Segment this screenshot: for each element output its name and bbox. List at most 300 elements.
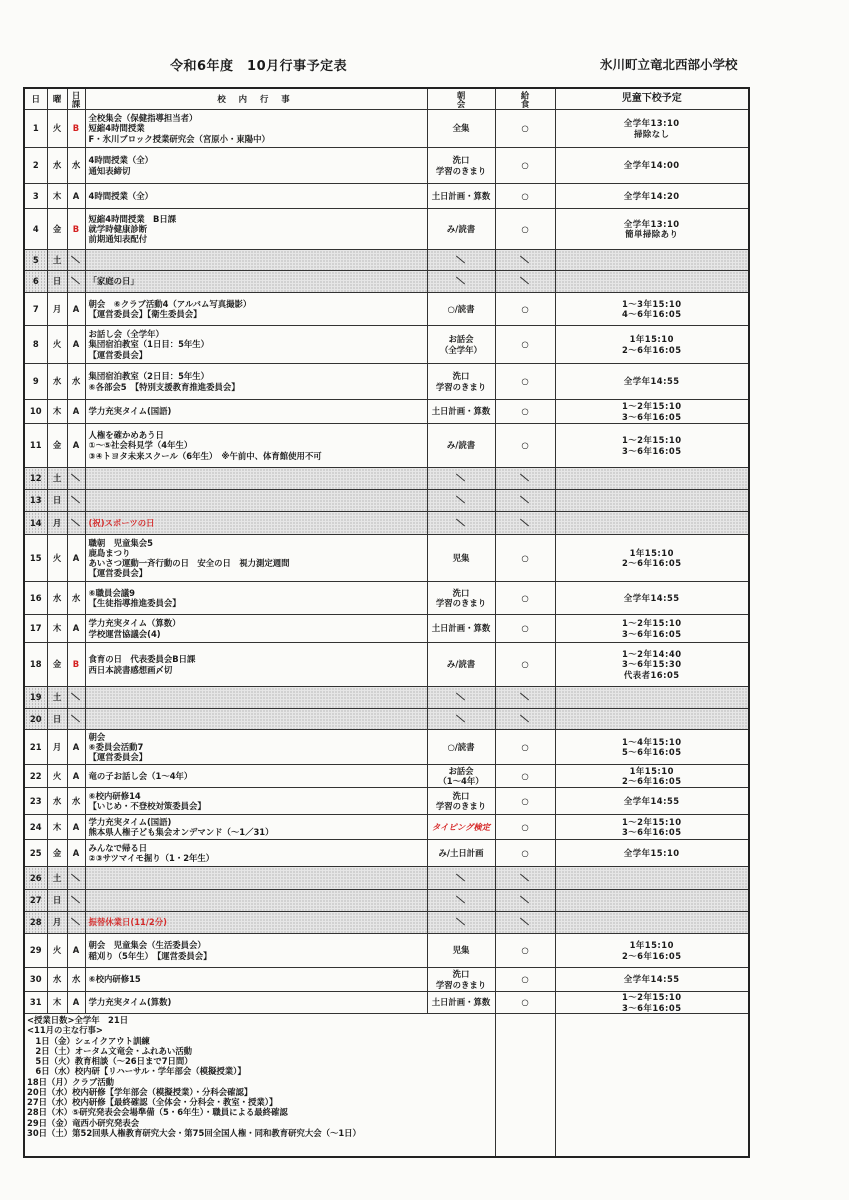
table-row (24, 535, 749, 582)
col-header-morning-assembly: 朝会 (427, 88, 495, 110)
weekday-cell: 水 (47, 968, 67, 992)
event-line: 稲刈り（5年生） 【運営委員会】 (88, 950, 212, 961)
schedule-type-cell: A (67, 326, 85, 364)
morning-assembly-cell (427, 912, 495, 934)
lunch-cell: ○ (495, 730, 555, 765)
events-cell (85, 490, 427, 512)
event-line: 学力充実タイム(国語) (88, 406, 172, 417)
schedule-type-cell (67, 912, 85, 934)
event-line: 「家庭の日」 (88, 276, 139, 287)
schedule-type-cell: A (67, 934, 85, 968)
events-cell (85, 788, 427, 815)
morning-assembly-cell (427, 840, 495, 867)
dismissal-cell (555, 867, 749, 890)
lunch-cell: ○ (495, 326, 555, 364)
lunch-cell: ○ (495, 788, 555, 815)
event-line: 職朝 児童集会5 (88, 537, 153, 548)
dismissal-cell (555, 148, 749, 184)
table-row (24, 912, 749, 934)
morning-assembly-cell (427, 992, 495, 1014)
morning-assembly-cell (427, 293, 495, 326)
footer-notes (24, 1014, 495, 1157)
assembly-line: 学習のきまり (435, 381, 487, 392)
footer-line: 28日（木）⑤研究発表会会場準備（5・6年生）・職員による最終確認 (27, 1107, 288, 1118)
weekday-cell: 月 (47, 730, 67, 765)
lunch-cell (495, 512, 555, 535)
event-line: 朝会 ⑥クラブ活動4（アルバム写真撮影） (88, 298, 252, 309)
weekday-cell: 金 (47, 643, 67, 687)
day-cell: 1 (24, 110, 47, 148)
day-cell: 4 (24, 209, 47, 250)
table-row (24, 788, 749, 815)
dismissal-cell (555, 271, 749, 293)
event-line: 学力充実タイム（算数） (88, 618, 181, 629)
dismissal-cell (555, 535, 749, 582)
morning-assembly-cell (427, 326, 495, 364)
weekday-cell: 日 (47, 271, 67, 293)
dismissal-cell (555, 890, 749, 912)
lunch-cell: ○ (495, 424, 555, 468)
event-line: 振替休業日(11/2分) (88, 917, 167, 928)
dismissal-cell (555, 615, 749, 643)
morning-assembly-cell (427, 468, 495, 490)
day-cell: 24 (24, 815, 47, 840)
lunch-cell (495, 271, 555, 293)
lunch-cell: ○ (495, 110, 555, 148)
diagonal-slash-icon (520, 276, 530, 284)
day-cell: 7 (24, 293, 47, 326)
morning-assembly-cell (427, 400, 495, 424)
event-line: 学校運営協議会(4) (88, 628, 161, 639)
event-line: 就学時健康診断 (88, 223, 148, 234)
weekday-cell: 木 (47, 992, 67, 1014)
footer-dismissal-blank (555, 1014, 749, 1157)
schedule-type-cell: A (67, 293, 85, 326)
events-cell (85, 890, 427, 912)
schedule-type-cell: A (67, 840, 85, 867)
event-line: 朝会 児童集会（生活委員会） (88, 940, 206, 951)
event-line: 短縮4時間授業 B日課 (88, 213, 177, 224)
morning-assembly-cell (427, 867, 495, 890)
morning-assembly-cell (427, 512, 495, 535)
dismissal-line: 3～6年16:05 (621, 827, 682, 837)
dismissal-cell (555, 468, 749, 490)
footer-row (24, 1014, 749, 1157)
dismissal-line: 全学年14:55 (623, 974, 680, 985)
diagonal-slash-icon (456, 518, 466, 526)
event-line: 前期通知表配付 (88, 234, 148, 245)
day-cell: 12 (24, 468, 47, 490)
dismissal-cell (555, 582, 749, 615)
dismissal-cell (555, 209, 749, 250)
diagonal-slash-icon (456, 495, 466, 503)
footer-line: 6日（水）校内研【リハーサル・学年部会（模擬授業）】 (27, 1066, 246, 1077)
events-cell (85, 840, 427, 867)
assembly-line: 洗口 (452, 969, 470, 980)
event-line: あいさつ運動一斉行動の日 安全の日 視力測定週間 (88, 558, 290, 568)
table-row (24, 840, 749, 867)
morning-assembly-cell (427, 424, 495, 468)
dismissal-cell (555, 709, 749, 730)
event-line: 【運営委員会】 (88, 349, 148, 360)
footer-line: 2日（土）オータム文竜会・ふれあい活動 (27, 1045, 192, 1056)
footer-line: <11月の主な行事> (27, 1025, 103, 1036)
dismissal-line: 3～6年15:30 (621, 659, 682, 670)
weekday-cell: 火 (47, 765, 67, 788)
footer-line: 29日（金）竜西小研究発表会 (27, 1117, 140, 1128)
event-line: F・氷川ブロック授業研究会（宮原小・東陽中） (88, 133, 270, 144)
dismissal-cell (555, 730, 749, 765)
schedule-type-cell (67, 687, 85, 709)
day-cell: 21 (24, 730, 47, 765)
events-cell (85, 912, 427, 934)
event-line: 食育の日 代表委員会B日課 (88, 654, 196, 665)
day-cell: 26 (24, 867, 47, 890)
event-line: (祝)スポーツの日 (88, 517, 155, 528)
assembly-line: （全学年） (440, 344, 482, 355)
event-line: ⑥各部会5 【特別支援教育推進委員会】 (88, 381, 240, 392)
dismissal-line: 2～6年16:05 (621, 558, 682, 568)
lunch-cell: ○ (495, 968, 555, 992)
events-cell (85, 867, 427, 890)
weekday-cell: 土 (47, 687, 67, 709)
lunch-cell: ○ (495, 934, 555, 968)
schedule-type-cell: A (67, 992, 85, 1014)
diagonal-slash-icon (520, 692, 530, 700)
dismissal-line: 1～2年15:10 (621, 401, 682, 412)
schedule-type-cell (67, 490, 85, 512)
lunch-cell: ○ (495, 815, 555, 840)
footer-blank-cell (495, 1014, 555, 1157)
assembly-line: ○/読書 (447, 303, 475, 314)
weekday-cell: 月 (47, 912, 67, 934)
table-row (24, 730, 749, 765)
dismissal-line: 1年15:10 (629, 547, 674, 558)
dismissal-line: 1～2年15:10 (621, 435, 682, 446)
event-line: お話し会（全学年） (88, 329, 164, 340)
schedule-type-cell: A (67, 615, 85, 643)
schedule-type-cell: 水 (67, 148, 85, 184)
day-cell: 27 (24, 890, 47, 912)
event-line: 短縮4時間授業 (88, 123, 145, 134)
events-cell (85, 968, 427, 992)
dismissal-line: 2～6年16:05 (621, 776, 682, 786)
day-cell: 6 (24, 271, 47, 293)
schedule-type-cell: A (67, 184, 85, 209)
lunch-cell: ○ (495, 184, 555, 209)
lunch-cell: ○ (495, 992, 555, 1014)
event-line: ⑥委員会活動7 (88, 741, 144, 752)
dismissal-cell (555, 293, 749, 326)
diagonal-slash-icon (71, 873, 81, 881)
lunch-cell (495, 468, 555, 490)
assembly-line: 学習のきまり (435, 598, 487, 608)
assembly-line: 洗口 (452, 790, 470, 801)
day-cell: 19 (24, 687, 47, 709)
event-line: 西日本読書感想画〆切 (88, 664, 173, 675)
weekday-cell: 日 (47, 890, 67, 912)
dismissal-line: 全学年15:10 (623, 847, 680, 858)
event-line: 人権を確かめあう日 (88, 430, 164, 441)
morning-assembly-cell (427, 209, 495, 250)
schedule-type-cell: 水 (67, 788, 85, 815)
dismissal-cell (555, 968, 749, 992)
dismissal-line: 全学年14:20 (623, 190, 680, 201)
weekday-cell: 日 (47, 709, 67, 730)
day-cell: 13 (24, 490, 47, 512)
events-cell (85, 730, 427, 765)
event-line: ⑥校内研修14 (88, 790, 141, 801)
morning-assembly-cell (427, 535, 495, 582)
table-row (24, 293, 749, 326)
col-header-weekday: 曜 (47, 88, 67, 110)
day-cell: 8 (24, 326, 47, 364)
events-cell (85, 765, 427, 788)
schedule-type-cell (67, 250, 85, 271)
event-line: 朝会 (88, 731, 106, 742)
event-line: 集団宿泊教室（1日目：5年生） (88, 339, 210, 350)
table-row (24, 209, 749, 250)
dismissal-cell (555, 934, 749, 968)
morning-assembly-cell (427, 110, 495, 148)
events-cell (85, 687, 427, 709)
diagonal-slash-icon (520, 255, 530, 263)
weekday-cell: 木 (47, 815, 67, 840)
assembly-line: み/土日計画 (438, 847, 484, 858)
morning-assembly-cell (427, 730, 495, 765)
dismissal-line: 全学年14:00 (623, 160, 680, 171)
lunch-cell (495, 890, 555, 912)
dismissal-cell (555, 424, 749, 468)
assembly-line: 児集 (452, 552, 470, 563)
diagonal-slash-icon (520, 917, 530, 925)
dismissal-line: 3～6年16:05 (621, 411, 682, 422)
schedule-type-cell: 水 (67, 582, 85, 615)
assembly-line: 学習のきまり (435, 165, 487, 176)
dismissal-cell (555, 643, 749, 687)
day-cell: 17 (24, 615, 47, 643)
events-cell (85, 615, 427, 643)
col-header-lunch: 給食 (495, 88, 555, 110)
event-line: ①～⑤社会科見学（4年生） (88, 440, 193, 451)
col-header-events: 校 内 行 事 (85, 88, 427, 110)
weekday-cell: 金 (47, 424, 67, 468)
dismissal-line: 1～2年15:10 (621, 992, 682, 1003)
dismissal-cell (555, 184, 749, 209)
assembly-line: み/読書 (446, 223, 476, 234)
event-line: 通知表締切 (88, 165, 131, 176)
dismissal-line: 3～6年16:05 (621, 1002, 682, 1013)
table-row (24, 512, 749, 535)
diagonal-slash-icon (520, 714, 530, 722)
footer-line: 20日（水）校内研修【学年部会（模擬授業）・分科会確認】 (27, 1086, 253, 1097)
assembly-line: 洗口 (452, 155, 470, 166)
assembly-line: 児集 (452, 945, 470, 956)
assembly-line: 土日計画・算数 (431, 190, 491, 201)
events-cell (85, 250, 427, 271)
diagonal-slash-icon (456, 255, 466, 263)
lunch-cell: ○ (495, 209, 555, 250)
day-cell: 28 (24, 912, 47, 934)
assembly-line: お話会 (448, 765, 474, 776)
weekday-cell: 土 (47, 468, 67, 490)
event-line: 【いじめ・不登校対策委員会】 (88, 801, 206, 811)
lunch-cell: ○ (495, 765, 555, 788)
events-cell (85, 400, 427, 424)
day-cell: 10 (24, 400, 47, 424)
dismissal-cell (555, 250, 749, 271)
morning-assembly-cell (427, 709, 495, 730)
event-line: ⑥校内研修15 (88, 974, 141, 985)
assembly-line: 土日計画・算数 (431, 997, 491, 1008)
events-cell (85, 209, 427, 250)
weekday-cell: 木 (47, 400, 67, 424)
weekday-cell: 木 (47, 615, 67, 643)
table-row (24, 709, 749, 730)
table-row (24, 468, 749, 490)
events-cell (85, 424, 427, 468)
schedule-type-cell (67, 709, 85, 730)
table-row (24, 271, 749, 293)
morning-assembly-cell (427, 890, 495, 912)
assembly-line: 洗口 (452, 587, 470, 598)
diagonal-slash-icon (520, 873, 530, 881)
weekday-cell: 火 (47, 326, 67, 364)
diagonal-slash-icon (456, 276, 466, 284)
assembly-line: 学習のきまり (435, 801, 487, 811)
event-line: 【運営委員会】 (88, 568, 148, 579)
dismissal-line: 4～6年16:05 (621, 309, 682, 319)
event-line: ⑥職員会議9 (88, 587, 135, 598)
event-line: 全校集会（保健指導担当者） (88, 113, 198, 124)
events-cell (85, 468, 427, 490)
lunch-cell: ○ (495, 643, 555, 687)
dismissal-line: 3～6年16:05 (621, 445, 682, 456)
morning-assembly-cell (427, 643, 495, 687)
table-row (24, 815, 749, 840)
dismissal-cell (555, 400, 749, 424)
footer-line: 5日（火）教育相談（～26日まで7日間） (27, 1056, 193, 1066)
table-row (24, 400, 749, 424)
dismissal-line: 2～6年16:05 (621, 344, 682, 355)
table-row (24, 490, 749, 512)
event-line: 学力充実タイム(算数) (88, 997, 172, 1008)
diagonal-slash-icon (71, 255, 81, 263)
diagonal-slash-icon (71, 895, 81, 903)
dismissal-line: 掃除なし (634, 128, 670, 139)
day-cell: 18 (24, 643, 47, 687)
dismissal-line: 全学年14:55 (623, 795, 680, 806)
events-cell (85, 110, 427, 148)
day-cell: 3 (24, 184, 47, 209)
events-cell (85, 326, 427, 364)
schedule-type-cell (67, 468, 85, 490)
dismissal-line: 1年15:10 (629, 334, 674, 345)
diagonal-slash-icon (456, 873, 466, 881)
schedule-body (24, 110, 749, 1014)
dismissal-line: 全学年13:10 (623, 118, 680, 129)
page-title: 令和6年度 10月行事予定表 (170, 59, 348, 74)
table-row (24, 424, 749, 468)
schedule-table (23, 87, 750, 1158)
diagonal-slash-icon (71, 714, 81, 722)
events-cell (85, 643, 427, 687)
events-cell (85, 934, 427, 968)
table-row (24, 364, 749, 400)
morning-assembly-cell (427, 765, 495, 788)
weekday-cell: 月 (47, 293, 67, 326)
morning-assembly-cell (427, 250, 495, 271)
day-cell: 5 (24, 250, 47, 271)
diagonal-slash-icon (520, 495, 530, 503)
dismissal-line: 代表者16:05 (623, 669, 680, 680)
assembly-line: み/読書 (446, 659, 476, 670)
dismissal-cell (555, 326, 749, 364)
table-row (24, 250, 749, 271)
schedule-type-cell (67, 890, 85, 912)
table-row (24, 968, 749, 992)
dismissal-line: 1～2年14:40 (621, 649, 682, 660)
table-row (24, 582, 749, 615)
schedule-type-cell: 水 (67, 968, 85, 992)
events-cell (85, 709, 427, 730)
diagonal-slash-icon (456, 714, 466, 722)
day-cell: 30 (24, 968, 47, 992)
day-cell: 22 (24, 765, 47, 788)
assembly-line: 土日計画・算数 (431, 406, 491, 417)
assembly-line: み/読書 (446, 440, 476, 451)
dismissal-line: 1年15:10 (629, 765, 674, 776)
events-cell (85, 148, 427, 184)
assembly-line: タイピング検定 (431, 821, 491, 832)
diagonal-slash-icon (456, 692, 466, 700)
lunch-cell (495, 250, 555, 271)
lunch-cell: ○ (495, 148, 555, 184)
weekday-cell: 火 (47, 934, 67, 968)
diagonal-slash-icon (71, 518, 81, 526)
event-line: 熊本県人権子ども集会オンデマンド（～1／31） (88, 827, 274, 837)
diagonal-slash-icon (71, 917, 81, 925)
event-line: 学力充実タイム(国語) (88, 816, 172, 827)
day-cell: 23 (24, 788, 47, 815)
events-cell (85, 184, 427, 209)
weekday-cell: 水 (47, 364, 67, 400)
lunch-cell: ○ (495, 293, 555, 326)
table-row (24, 890, 749, 912)
footer-line: 18日（月）クラブ活動 (27, 1076, 115, 1087)
lunch-cell: ○ (495, 582, 555, 615)
event-line: ③④トヨタ未来スクール（6年生） ※午前中、体育館使用不可 (88, 450, 322, 461)
event-line: みんなで帰る日 (88, 842, 148, 853)
dismissal-line: 全学年13:10 (623, 218, 680, 229)
event-line: 【運営委員会】 (88, 752, 148, 763)
weekday-cell: 火 (47, 535, 67, 582)
diagonal-slash-icon (456, 473, 466, 481)
day-cell: 14 (24, 512, 47, 535)
weekday-cell: 金 (47, 840, 67, 867)
table-row (24, 110, 749, 148)
event-line: 竜の子お話し会（1～4年） (88, 770, 193, 781)
schedule-type-cell: A (67, 815, 85, 840)
lunch-cell: ○ (495, 840, 555, 867)
dismissal-cell (555, 765, 749, 788)
assembly-line: ○/読書 (447, 741, 475, 752)
table-row (24, 326, 749, 364)
diagonal-slash-icon (71, 495, 81, 503)
dismissal-cell (555, 840, 749, 867)
event-line: 鹿島まつり (88, 547, 131, 558)
events-cell (85, 271, 427, 293)
